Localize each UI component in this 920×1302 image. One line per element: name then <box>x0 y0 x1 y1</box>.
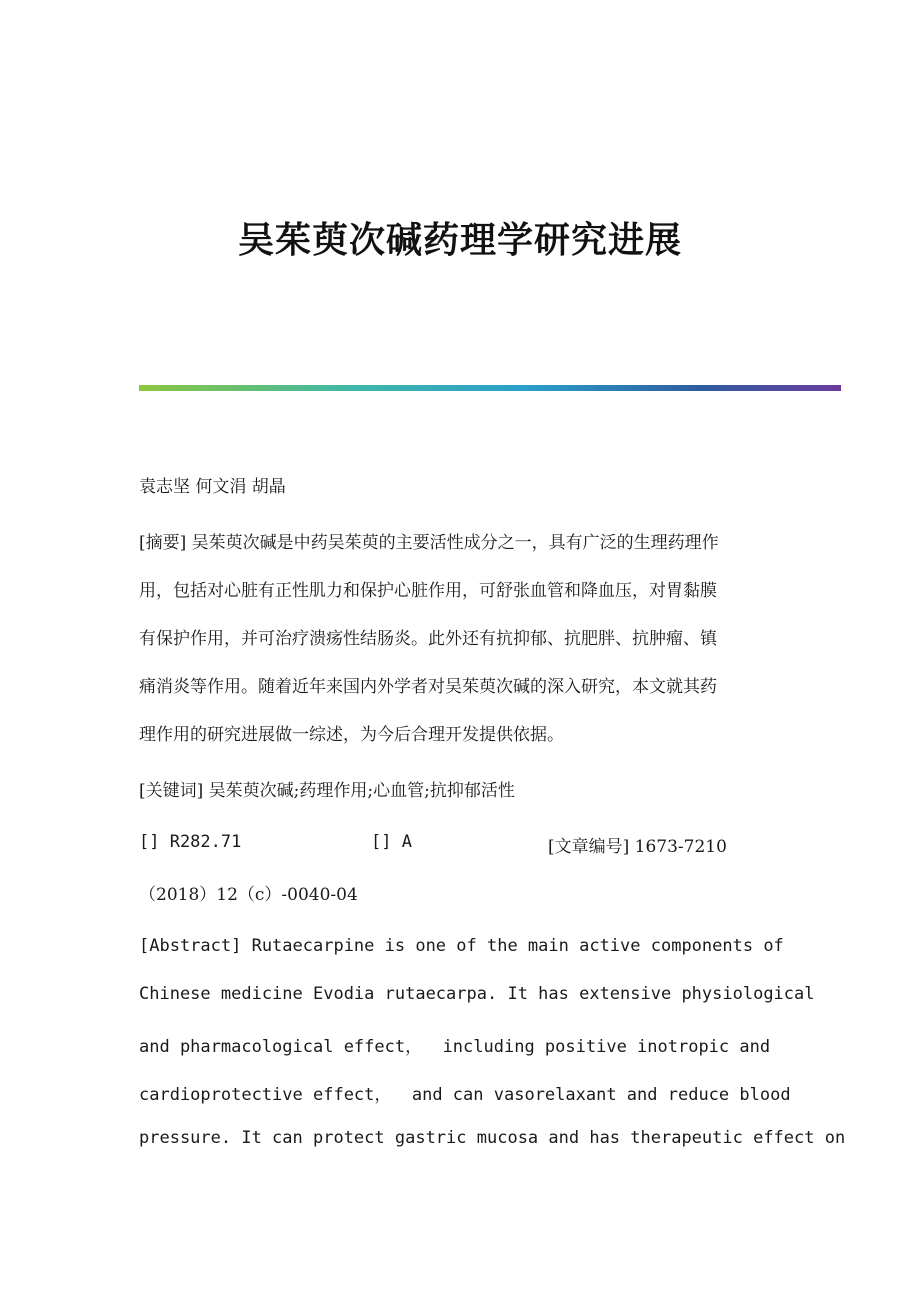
keywords: [关键词] 吴茱萸次碱;药理作用;心血管;抗抑郁活性 <box>139 781 515 801</box>
title-divider <box>139 385 841 391</box>
page-title: 吴茱萸次碱药理学研究进展 <box>237 219 682 261</box>
abstract-en-line: [Abstract] Rutaecarpine is one of the main active components of <box>139 936 784 956</box>
abstract-en-line: Chinese medicine Evodia rutaecarpa. It has extensive physiological <box>139 984 815 1004</box>
abstract-en-line: and pharmacological effect， including positive inotropic and <box>139 1037 771 1057</box>
authors: 袁志坚 何文涓 胡晶 <box>139 477 286 497</box>
abstract-cn-line: 理作用的研究进展做一综述，为今后合理开发提供依据。 <box>139 725 564 745</box>
abstract-en-line: pressure. It can protect gastric mucosa and has therapeutic effect on <box>139 1128 846 1148</box>
article-id: [文章编号] 1673-7210 <box>548 837 727 857</box>
abstract-cn-line: [摘要] 吴茱萸次碱是中药吴茱萸的主要活性成分之一，具有广泛的生理药理作 <box>139 533 719 553</box>
abstract-cn-line: 有保护作用，并可治疗溃疡性结肠炎。此外还有抗抑郁、抗肥胖、抗肿瘤、镇 <box>139 629 717 649</box>
document-code: [] A <box>371 832 412 852</box>
abstract-cn-line: 痛消炎等作用。随着近年来国内外学者对吴茱萸次碱的深入研究，本文就其药 <box>139 677 717 697</box>
issue-info: （2018）12（c）-0040-04 <box>139 885 358 905</box>
abstract-cn-line: 用，包括对心脏有正性肌力和保护心脏作用，可舒张血管和降血压，对胃黏膜 <box>139 581 717 601</box>
clc-number: [] R282.71 <box>139 832 242 852</box>
abstract-en-line: cardioprotective effect， and can vasorelaxant and reduce blood <box>139 1085 791 1105</box>
